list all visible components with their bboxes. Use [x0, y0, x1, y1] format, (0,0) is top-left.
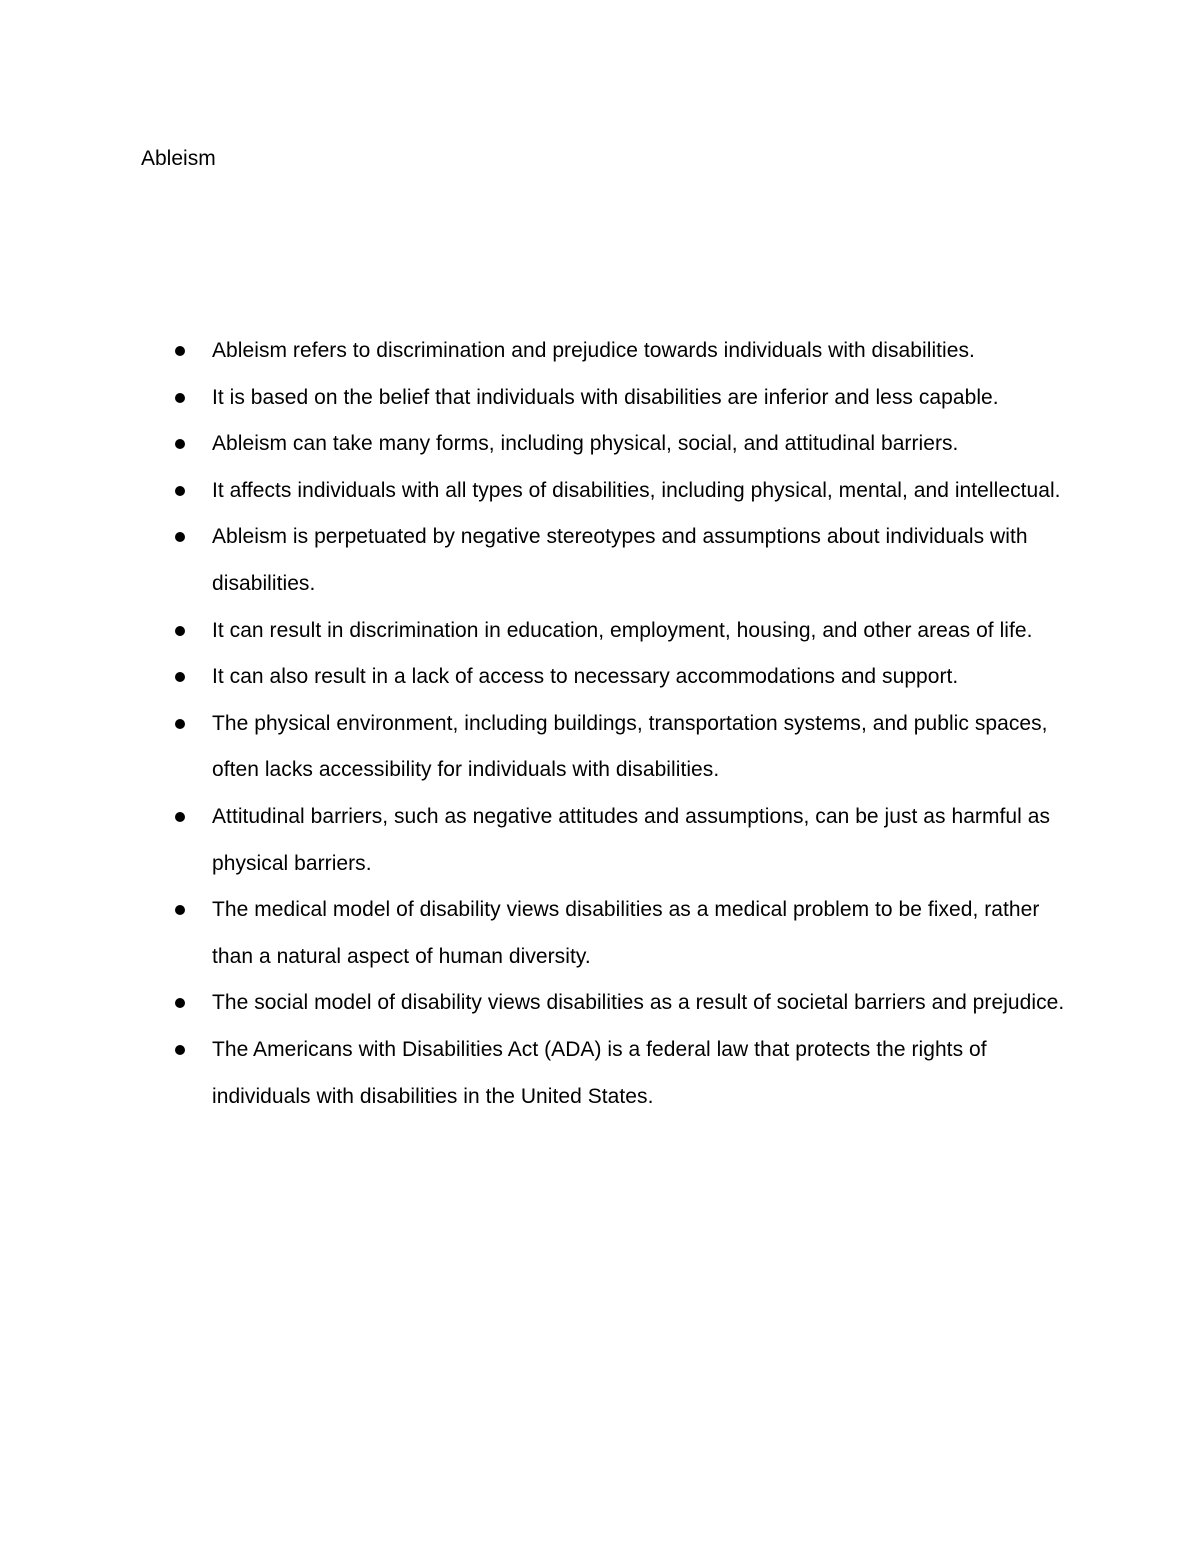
list-item — [0, 794, 1072, 887]
bullet-text: It is based on the belief that individuals with disabilities are inferior and less capable. — [212, 385, 999, 409]
list-item — [0, 375, 1072, 422]
list-item — [0, 1027, 1072, 1120]
bullet-text: The social model of disability views disabilities as a result of societal barriers and prejudice. — [212, 991, 1065, 1015]
list-item — [0, 608, 1072, 655]
bullet-text: It can result in discrimination in education, employment, housing, and other areas of life. — [212, 618, 1033, 642]
list-item — [0, 701, 1072, 794]
bullet-icon — [175, 719, 185, 729]
bullet-text: The Americans with Disabilities Act (ADA) is a federal law that protects the rights of individuals with disabilities in the United States. — [212, 1037, 987, 1108]
bullet-icon — [175, 393, 185, 403]
list-item — [0, 468, 1072, 515]
bullet-text: Ableism can take many forms, including physical, social, and attitudinal barriers. — [212, 432, 959, 456]
bullet-icon — [175, 486, 185, 496]
bullet-text: Ableism refers to discrimination and prejudice towards individuals with disabilities. — [212, 339, 975, 362]
bullet-text: The medical model of disability views disabilities as a medical problem to be fixed, rather than a natural aspect of human diversity. — [212, 898, 1040, 968]
bullet-text: It can also result in a lack of access to necessary accommodations and support. — [212, 665, 959, 689]
document-title: Ableism — [141, 147, 216, 170]
bullet-icon — [175, 812, 185, 822]
list-item — [0, 654, 1072, 701]
bullet-list — [0, 328, 1200, 1120]
list-item — [0, 328, 1072, 375]
bullet-text: Attitudinal barriers, such as negative attitudes and assumptions, can be just as harmful as physical barriers. — [212, 804, 1050, 875]
bullet-icon — [175, 346, 185, 356]
bullet-text: It affects individuals with all types of disabilities, including physical, mental, and intellectual. — [212, 478, 1061, 502]
list-item — [0, 887, 1072, 980]
bullet-icon — [175, 905, 185, 915]
list-item — [0, 514, 1072, 607]
bullet-icon — [175, 1045, 185, 1055]
bullet-icon — [175, 626, 185, 636]
bullet-icon — [175, 672, 185, 682]
bullet-icon — [175, 532, 185, 542]
bullet-text: The physical environment, including buildings, transportation systems, and public spaces, often lacks accessibility for individuals with disabilities. — [212, 711, 1048, 782]
bullet-icon — [175, 998, 185, 1008]
bullet-text: Ableism is perpetuated by negative stereotypes and assumptions about individuals with disabilities. — [212, 525, 1028, 595]
list-item — [0, 421, 1072, 468]
list-item — [0, 980, 1072, 1027]
bullet-icon — [175, 439, 185, 449]
